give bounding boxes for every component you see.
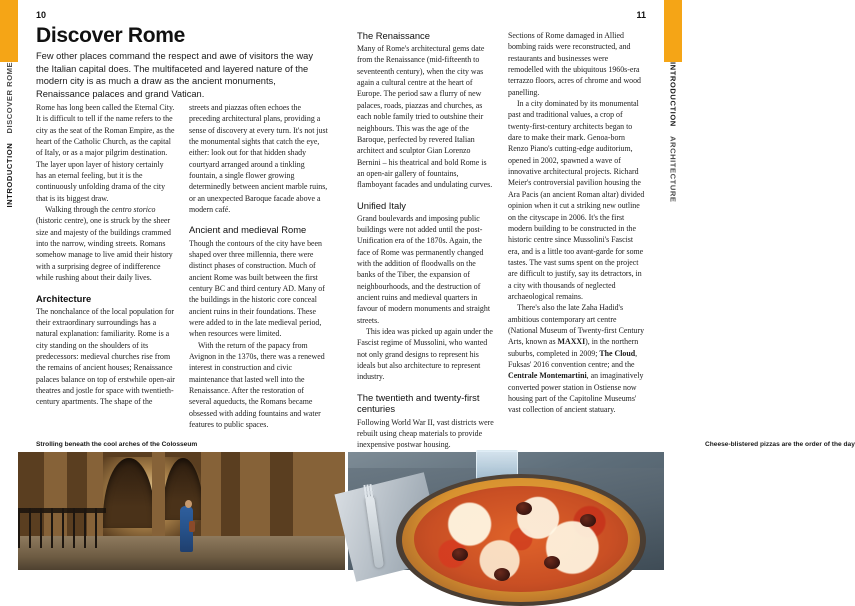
right-rail-section: INTRODUCTION xyxy=(668,62,678,127)
paragraph: Sections of Rome damaged in Allied bombing raids were reconstructed, and restaurants and businesses were remodelled with the ubiquitous 1960s-era terrazzo floors, acres of chrome and wood panelling. xyxy=(508,31,641,97)
bold-term-the-cloud: The Cloud xyxy=(599,348,636,358)
column-four xyxy=(508,30,645,451)
column-two xyxy=(189,102,328,430)
olive xyxy=(452,548,468,561)
right-rail-chapter: ARCHITECTURE xyxy=(668,135,678,203)
bold-term-maxxi: MAXXI xyxy=(557,337,586,347)
paragraph: Following World War II, vast districts were rebuilt using cheap materials to provide inexpensive postwar housing. xyxy=(357,417,494,450)
standfirst: Few other places command the respect and awe of visitors the way the Italian capital does. The multifaceted and layered nature of the modern city is as much a draw as the ancient monuments, Renaissance palaces and grand Vatican. xyxy=(36,51,313,99)
column-one xyxy=(36,102,175,430)
paragraph: This idea was picked up again under the Fascist regime of Mussolini, who wanted not only grand designs to represent his ideals but also architecture to represent industry. xyxy=(357,327,493,382)
colosseum-pillar xyxy=(240,452,269,548)
paragraph: Many of Rome's architectural gems date from the Renaissance (mid-fifteenth to seventeenth century), when the city was again a cultural centre at the heart of Europe. The period saw a flurry of new palaces, roads, piazzas and churches, as each noble family tried to outshine their neighbours. This was the age of the Baroque, perfected by revered Italian architect and sculptor Gian Lorenzo Bernini – his theatrical and bold Rome is an open-air gallery of fountains, flamboyant facades and undulating curves. xyxy=(357,44,493,190)
right-page-number: 11 xyxy=(636,10,646,20)
column-three xyxy=(357,30,494,451)
subhead-twentieth-twentyfirst-centuries: The twentieth and twenty-first centuries xyxy=(357,391,480,415)
paragraph: streets and piazzas often echoes the preceding architectural plans, providing a sense of discovery at every turn. It's not just the monumental sights that catch the eye, either: look out for that hidden shady courtyard arranged around a tinkling fountain, a single flower growing determinedly between ancient marble ruins, or an unexpected Baroque facade above a modern café. xyxy=(189,103,328,215)
left-page-columns xyxy=(36,102,328,430)
left-rail-chapter: DISCOVER ROME xyxy=(4,62,14,134)
paragraph: Rome has long been called the Eternal City. It is difficult to tell if the name refers to the city as the seat of the Roman Empire, as the heart of the Catholic Church, as the capital of Italy, or as a major pilgrim destination. The layer upon layer of history certainly has an eternal feeling, but it is the continuously unfolding drama of the city that is its biggest draw. xyxy=(36,103,175,203)
olive xyxy=(580,514,596,527)
paragraph-part-b: ), in the northern suburbs, completed in 2009; xyxy=(508,337,639,358)
subhead-ancient-medieval-rome: Ancient and medieval Rome xyxy=(189,224,307,236)
paragraph: Though the contours of the city have been shaped over three millennia, there were distinct phases of construction. Much of ancient Rome was built between the first century BC and third century AD. Many of the buildings in the historic core conceal ancient ruins in their foundations. These were added to in the late medieval period, when resources were limited. xyxy=(189,238,325,339)
caption-colosseum: Strolling beneath the cool arches of the Colosseum xyxy=(36,441,198,448)
visitor-figure-bag xyxy=(189,521,195,532)
italic-phrase: centro storico xyxy=(111,205,156,215)
subhead-architecture: Architecture xyxy=(36,292,92,304)
paragraph-part-c: , Fuksas' 2016 convention centre; and the xyxy=(508,348,638,369)
left-rail-section: INTRODUCTION xyxy=(4,142,14,208)
subhead-unified-italy: Unified Italy xyxy=(357,199,406,211)
caption-pizza: Cheese-blistered pizzas are the order of the day xyxy=(705,441,855,448)
paragraph: The nonchalance of the local population for their extraordinary surroundings has a natural explanation: familiarity. Rome is a city standing on the shoulders of its predecessors: medieval churches rise from the remains of ancient houses; Renaissance palaces balance on top of erstwhile open-air theatres and jostle for space with twentieth-century apartments. The shape of the xyxy=(36,306,175,407)
paragraph-part-a: Walking through the xyxy=(45,205,112,215)
colosseum-pillar xyxy=(152,452,165,548)
bold-term-centrale-montemartini: Centrale Montemartini xyxy=(508,371,587,381)
subhead-the-renaissance: The Renaissance xyxy=(357,30,430,41)
paragraph-with-bold-terms xyxy=(508,302,645,415)
olive xyxy=(544,556,560,569)
paragraph-part-d: , an imaginatively converted power station in Ostiense now housing part of the Capitoline Museums' vast collection of ancient statuary. xyxy=(508,371,644,415)
photo-colosseum-arcade xyxy=(18,452,345,570)
paragraph: With the return of the papacy from Avignon in the 1370s, there was a renewed interest in construction and civic maintenance that lasted well into the Renaissance. After the restoration of several aqueducts, the Romans became obsessed with adding fountains and water features to public spaces. xyxy=(189,340,325,430)
page-title: Discover Rome xyxy=(36,24,185,47)
paragraph: Grand boulevards and imposing public buildings were not added until the post-Unification era of the 1870s. Again, the face of Rome was permanently changed with the addition of floodwalls on the banks of the Tiber, the expansion of neighbourhoods, and the destruction of ancient ruins and medieval quarters in favour of modern monuments and straight streets. xyxy=(357,213,491,325)
olive xyxy=(516,502,532,515)
paragraph-italic-phrase xyxy=(36,204,175,283)
left-page-number: 10 xyxy=(36,10,47,20)
paragraph-part-a: There's also the late Zaha Hadid's ambitious contemporary art centre (National Museum of Twenty-first Century Arts, known as xyxy=(508,303,645,347)
photo-pizza xyxy=(348,452,664,570)
paragraph: In a city dominated by its monumental past and traditional values, a crop of twenty-first-century architects began to dare to make their mark. Genoa-born Renzo Piano's cutting-edge auditorium, opened in 2002, spawned a wave of innovative architectural projects. Richard Meier's controversial pavilion housing the Ara Pacis (an ancient Roman altar) divided opinion when it cut a striking new outline on the cityscape in 2006. It's the first modern building to be constructed in the historic centre since Mussolini's Fascist era, and is a little too avant-garde for some tastes. The vast sums spent on the project are difficult to justify, say its detractors, in a city with thousands of neglected archaeological remains. xyxy=(508,99,645,301)
colosseum-railing xyxy=(18,508,106,548)
right-page-columns xyxy=(357,30,645,451)
paragraph-part-b: (historic centre), one is struck by the sheer size and majesty of the buildings crammed into the narrow, winding streets. Romans somehow manage to live amid their history with a surprising degree of indifference while rushing about their daily lives. xyxy=(36,216,173,283)
colosseum-pillar xyxy=(201,452,221,548)
olive xyxy=(494,568,510,581)
